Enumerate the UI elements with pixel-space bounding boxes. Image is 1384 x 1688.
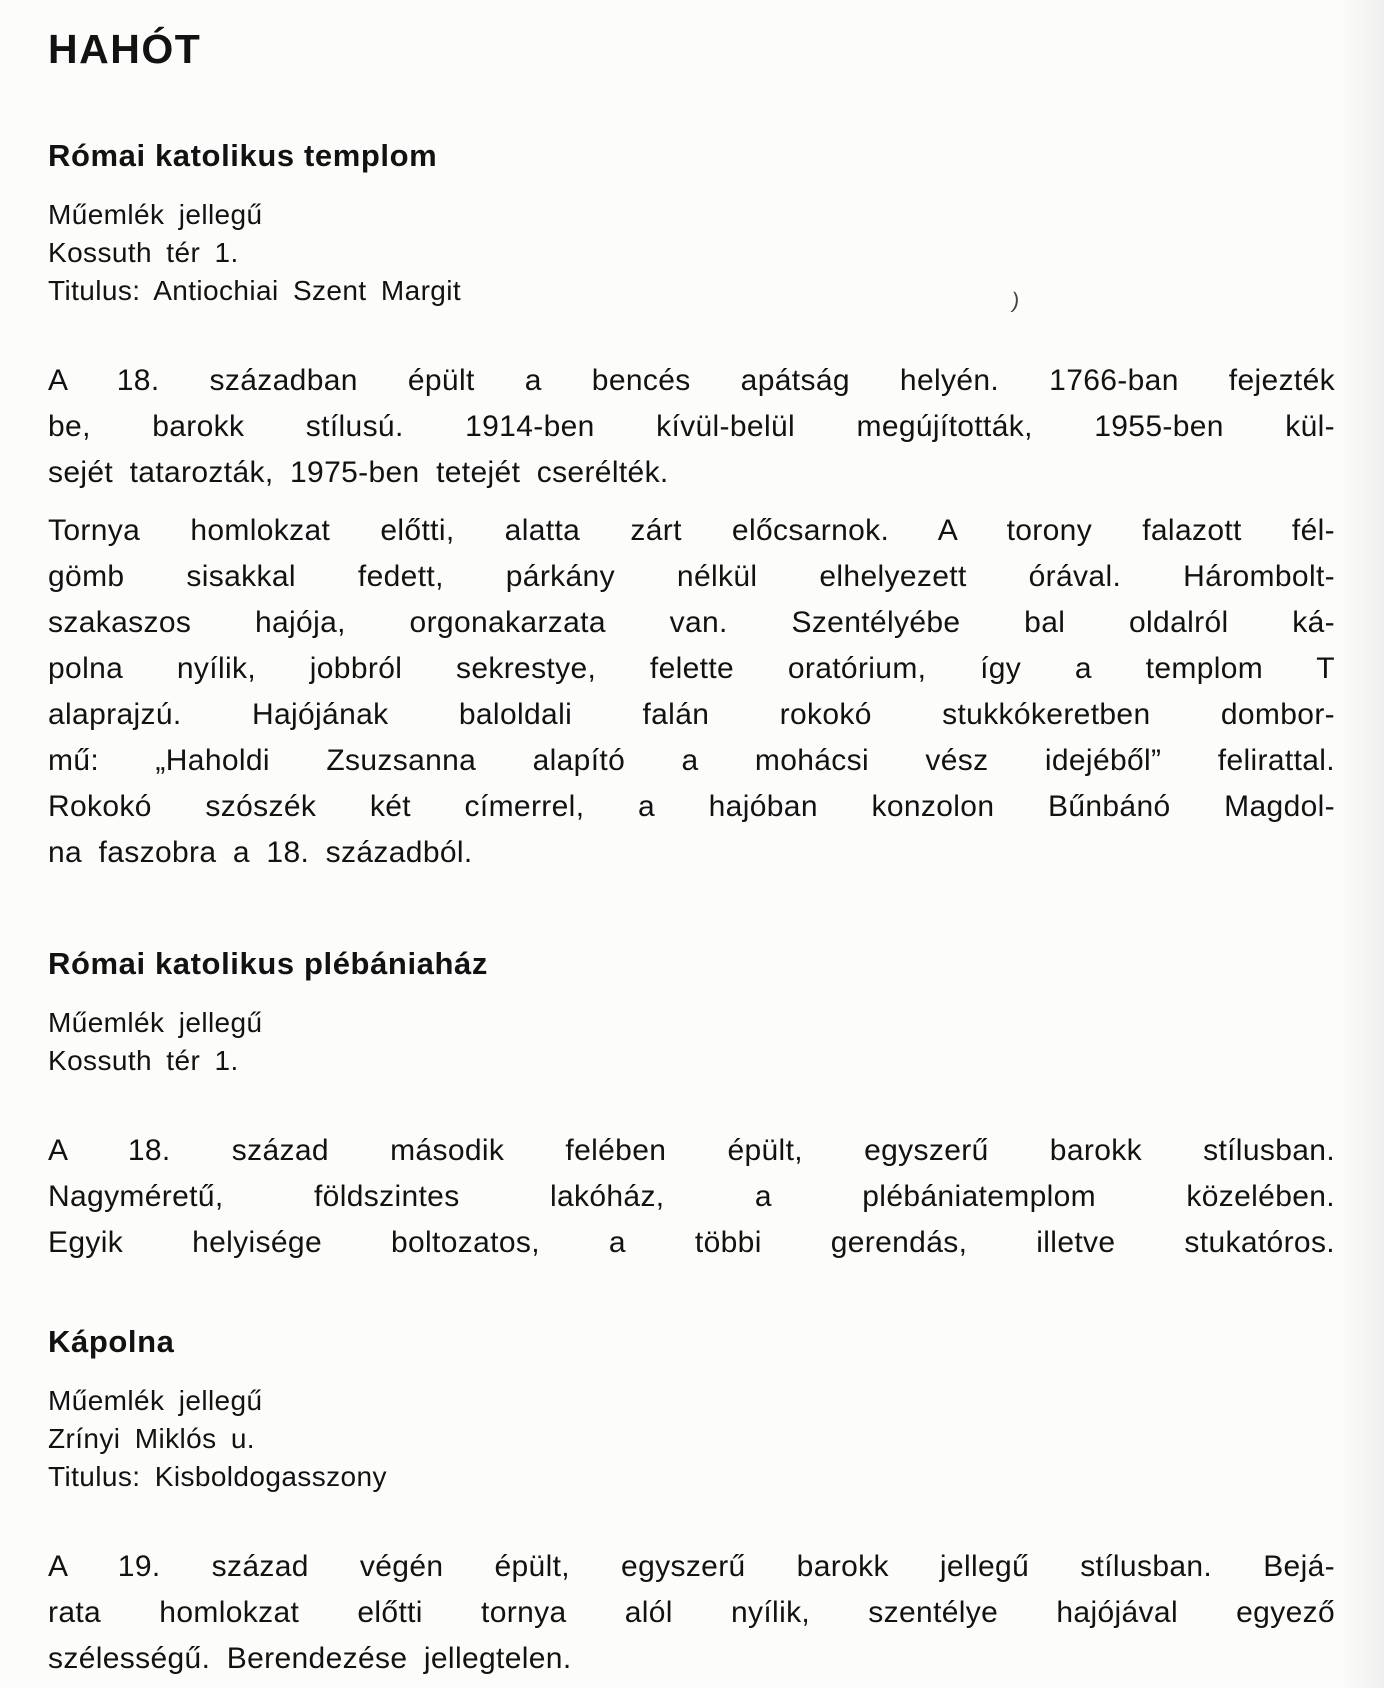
- body-line: Nagyméretű, földszintes lakóház, a plébániatemplom közelében.: [48, 1180, 1335, 1213]
- section-heading-plebaniahaz: Római katolikus plébániaház: [48, 946, 488, 981]
- body-line: Tornya homlokzat előtti, alatta zárt előcsarnok. A torony falazott fél-: [48, 514, 1335, 547]
- body-line: szakaszos hajója, orgonakarzata van. Szentélyébe bal oldalról ká-: [48, 606, 1335, 639]
- monument-meta-block: [48, 1004, 1335, 1080]
- body-line: sejét tatarozták, 1975-ben tetejét cserélték.: [48, 456, 669, 489]
- body-line: be, barokk stílusú. 1914-ben kívül-belül megújították, 1955-ben kül-: [48, 410, 1335, 443]
- body-line: A 18. században épült a bencés apátság helyén. 1766-ban fejezték: [48, 364, 1335, 397]
- section-heading-templom: Római katolikus templom: [48, 138, 438, 173]
- meta-line-titulus: Titulus: Kisboldogasszony: [48, 1461, 387, 1492]
- body-line: alaprajzú. Hajójának baloldali falán rokokó stukkókeretben dombor-: [48, 698, 1335, 731]
- body-line: Egyik helyisége boltozatos, a többi gerendás, illetve stukatóros.: [48, 1226, 1335, 1259]
- monument-meta-block: [48, 1382, 1335, 1496]
- paragraph: [48, 1128, 1335, 1266]
- meta-line-address: Kossuth tér 1.: [48, 237, 239, 268]
- paragraph: [48, 358, 1335, 496]
- meta-line-designation: Műemlék jellegű: [48, 199, 263, 230]
- body-line: Rokokó szószék két címerrel, a hajóban konzolon Bűnbánó Magdol-: [48, 790, 1335, 823]
- meta-line-designation: Műemlék jellegű: [48, 1385, 263, 1416]
- meta-line-designation: Műemlék jellegű: [48, 1007, 263, 1038]
- scan-artifact-mark: ): [1010, 287, 1022, 314]
- meta-line-address: Zrínyi Miklós u.: [48, 1423, 255, 1454]
- body-line: A 19. század végén épült, egyszerű barokk jellegű stílusban. Bejá-: [48, 1550, 1335, 1583]
- monument-meta-block: [48, 196, 1335, 310]
- page-title: HAHÓT: [48, 26, 202, 72]
- body-line: gömb sisakkal fedett, párkány nélkül elhelyezett órával. Hárombolt-: [48, 560, 1335, 593]
- body-line: A 18. század második felében épült, egyszerű barokk stílusban.: [48, 1134, 1335, 1167]
- meta-line-titulus: Titulus: Antiochiai Szent Margit: [48, 275, 462, 306]
- body-line: polna nyílik, jobbról sekrestye, felette oratórium, így a templom T: [48, 652, 1335, 685]
- body-line: szélességű. Berendezése jellegtelen.: [48, 1642, 572, 1675]
- section-heading-kapolna: Kápolna: [48, 1324, 175, 1359]
- body-line: rata homlokzat előtti tornya alól nyílik, szentélye hajójával egyező: [48, 1596, 1335, 1629]
- body-line: na faszobra a 18. századból.: [48, 836, 473, 869]
- paragraph: [48, 508, 1335, 876]
- paragraph: [48, 1544, 1335, 1682]
- meta-line-address: Kossuth tér 1.: [48, 1045, 239, 1076]
- body-line: mű: „Haholdi Zsuzsanna alapító a mohácsi vész idejéből” felirattal.: [48, 744, 1335, 777]
